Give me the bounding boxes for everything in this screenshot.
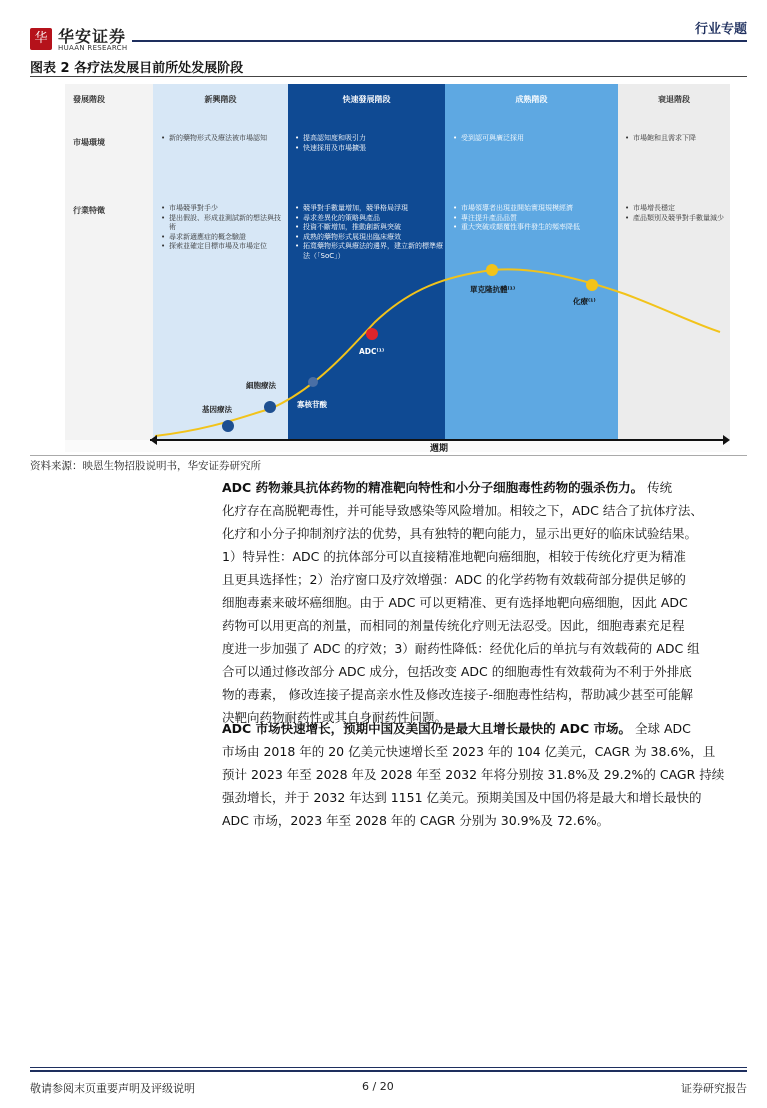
row-label-environment: 市場環境	[73, 138, 105, 147]
marker-label-gene-therapy: 基因療法	[202, 405, 232, 414]
paragraph-line: 1）特异性：ADC 的抗体部分可以直接精准地靶向癌细胞，相较于传统化疗更为精准	[222, 549, 686, 564]
footer-divider-thick	[30, 1070, 747, 1072]
list-item: • 產品類別及競爭對手數量減少	[633, 214, 733, 224]
row-label-features: 行業特徵	[73, 206, 105, 215]
paragraph-line-tail: 全球 ADC	[635, 721, 691, 736]
axis-label: 週期	[430, 444, 449, 454]
row-label-stage: 發展階段	[73, 95, 105, 104]
paragraph-line: 市场由 2018 年的 20 亿美元快速增长至 2023 年的 104 亿美元，CAGR 为 38.6%，且	[222, 744, 716, 759]
footer-disclaimer: 敬请参阅末页重要声明及评级说明	[30, 1082, 195, 1095]
axis-arrow-right	[723, 435, 730, 445]
stage-header-mature: 成熟階段	[515, 95, 548, 104]
stage-header-decline: 衰退階段	[658, 95, 690, 104]
list-item: • 尋求差異化的策略與產品	[303, 214, 447, 224]
list-item: • 專注提升產品品質	[461, 214, 623, 224]
section-title: 行业专题	[694, 22, 747, 37]
figure-title: 图表 2 各疗法发展目前所处发展阶段	[30, 61, 244, 76]
paragraph-adc-market	[222, 717, 748, 832]
list-item: • 市場領導者出現並開始實現規模經濟	[461, 204, 623, 214]
paragraph-line: ADC 市场快速增长，预期中国及美国仍是最大且增长最快的 ADC 市场。	[222, 721, 632, 736]
marker-adc	[366, 328, 378, 340]
logo-mark: 华	[30, 28, 52, 50]
list-item: • 競爭對手數量增加，競爭格局浮現	[303, 204, 447, 214]
paragraph-line: 预计 2023 年至 2028 年及 2028 年至 2032 年将分别按 31.8%及 29.2%的 CAGR 持续	[222, 767, 725, 782]
list-item: • 投資不斷增加，推動創新與突破	[303, 223, 447, 233]
list-item: • 提高認知度和吸引力	[303, 134, 443, 144]
source-divider	[30, 455, 747, 456]
paragraph-line: 且更具选择性；2）治疗窗口及疗效增强：ADC 的化学药物有效载荷部分提供足够的	[222, 572, 686, 587]
figure-title-divider	[30, 76, 747, 77]
footer-report-type: 证券研究报告	[681, 1082, 747, 1095]
list-item: • 新的藥物形式及療法被市場認知	[169, 134, 281, 144]
paragraph-line: 化疗存在高脱靶毒性，并可能导致感染等风险增加。相较之下，ADC 结合了抗体疗法、	[222, 503, 703, 518]
paragraph-line-tail: 传统	[647, 480, 673, 495]
list-item: • 市場飽和且需求下降	[633, 134, 733, 144]
stage-figure	[65, 84, 730, 452]
paragraph-line: ADC 市场，2023 年至 2028 年的 CAGR 分别为 30.9%及 72.6%。	[222, 813, 610, 828]
footer-divider	[30, 1067, 747, 1068]
page-number: 6 / 20	[362, 1080, 394, 1093]
list-item: • 重大突破或顛覆性事件發生的頻率降低	[461, 223, 623, 233]
marker-gene-therapy	[222, 420, 234, 432]
stage-header-rapid: 快速發展階段	[342, 95, 391, 104]
stage-header-emerging: 新興階段	[204, 95, 237, 104]
list-item: • 受到認可與廣泛採用	[461, 134, 619, 144]
paragraph-line: 细胞毒素来破坏癌细胞。由于 ADC 可以更精准、更有选择地靶向癌细胞，因此 ADC	[222, 595, 688, 610]
marker-cell-therapy	[264, 401, 276, 413]
lifecycle-curve-svg	[65, 84, 730, 452]
marker-label-adc: ADC⁽¹⁾	[359, 347, 385, 356]
paragraph-line: 强劲增长，并于 2032 年达到 1151 亿美元。预期美国及中国仍将是最大和增长最快的	[222, 790, 702, 805]
paragraph-line: ADC 药物兼具抗体药物的精准靶向特性和小分子细胞毒性药物的强杀伤力。	[222, 480, 644, 495]
figure-source: 资料来源：映恩生物招股说明书，华安证券研究所	[30, 460, 261, 472]
paragraph-line: 决靶向药物耐药性或其自身耐药性问题。	[222, 710, 448, 725]
list-item: • 尋求新適應症的概念驗證	[169, 233, 281, 243]
logo-text: 华安证券	[58, 27, 127, 46]
list-item: • 市場增長穩定	[633, 204, 733, 214]
marker-monoclonal-antibody	[486, 264, 498, 276]
logo-subtext: HUAAN RESEARCH	[58, 44, 128, 52]
marker-label-monoclonal-antibody: 單克隆抗體⁽¹⁾	[470, 285, 516, 294]
marker-label-cell-therapy: 細胞療法	[246, 381, 276, 390]
lifecycle-curve	[155, 269, 720, 436]
marker-label-chemotherapy: 化療⁽¹⁾	[573, 297, 596, 306]
paragraph-line: 度进一步加强了 ADC 的疗效；3）耐药性降低：经优化后的单抗与有效载荷的 ADC 组	[222, 641, 700, 656]
paragraph-line: 化疗和小分子抑制剂疗法的优势，具有独特的靶向能力，显示出更好的临床试验结果。	[222, 526, 698, 541]
paragraph-line: 物的毒素， 修改连接子提高亲水性及修改连接子-细胞毒性结构，帮助减少甚至可能解	[222, 687, 693, 702]
list-item: • 探索並確定目標市場及市場定位	[169, 242, 281, 252]
marker-label-oligonucleotide: 寡核苷酸	[297, 400, 327, 409]
axis-arrow-left	[150, 435, 157, 445]
paragraph-adc-advantages	[222, 476, 748, 729]
list-item: • 市場競爭對手少	[169, 204, 281, 214]
list-item: • 快速採用及市場擴張	[303, 144, 443, 154]
marker-chemotherapy	[586, 279, 598, 291]
list-item: • 成熟的藥物形式展現出臨床療效	[303, 233, 447, 243]
paragraph-line: 合可以通过修改部分 ADC 成分，包括改变 ADC 的细胞毒性有效载荷为不利于外排底	[222, 664, 692, 679]
list-item: • 提出假設、形成並測試新的想法與技術	[169, 214, 281, 233]
paragraph-line: 药物可以用更高的剂量，而相同的剂量传统化疗则无法忍受。因此，细胞毒素充足程	[222, 618, 685, 633]
list-item: • 拓寬藥物形式與療法的邊界，建立新的標準療法（「SoC」）	[303, 242, 447, 261]
header-divider	[132, 40, 747, 42]
marker-oligonucleotide	[308, 377, 318, 387]
